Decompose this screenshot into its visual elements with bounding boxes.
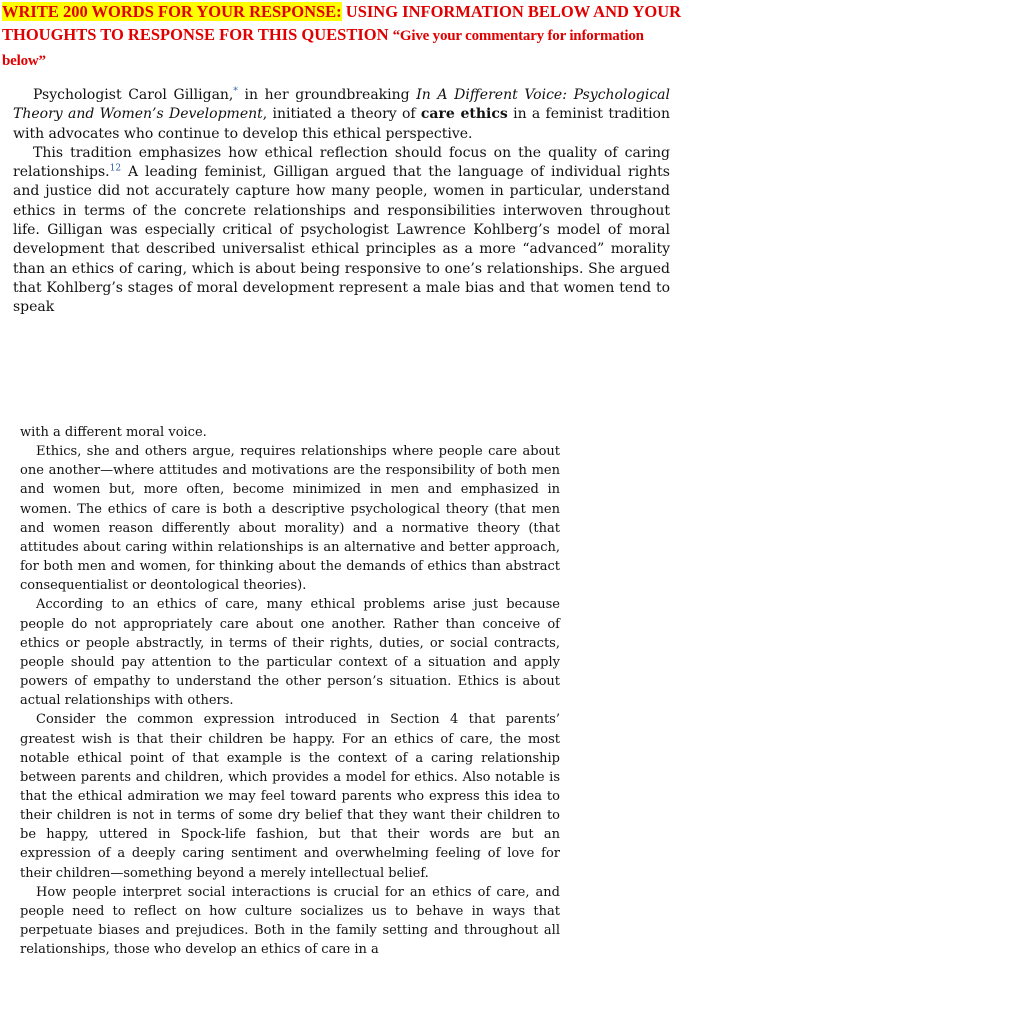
book-title: In A Different Voice: Psychological Theory and Women’s Development <box>13 87 670 123</box>
footnote-marker[interactable]: * <box>233 86 238 97</box>
text-span: in her groundbreaking <box>237 87 417 103</box>
excerpt1-paragraph-2 <box>13 144 670 318</box>
text-span: Psychologist Carol Gilligan, <box>33 87 234 103</box>
text-span: This tradition emphasizes how ethical reflection should focus on the quality of caring relationships. <box>13 144 670 181</box>
text-span: , initiated a theory of <box>262 106 421 123</box>
prompt-highlight: WRITE 200 WORDS FOR YOUR RESPONSE: <box>2 2 342 21</box>
assignment-prompt <box>2 0 714 73</box>
excerpt2-paragraph-2: According to an ethics of care, many ethical problems arise just because people do not appropriately care about one another. Rather than conceive of ethics or people abstractly, in terms of their rights, duties, or social contracts, people should pay attention to the particular context of a situation and apply powers of empathy to understand the other person’s situation. Ethics is about actual relationships with others. <box>20 597 560 709</box>
excerpt1-paragraph-1 <box>13 86 670 144</box>
prompt-line3: below” <box>2 53 46 69</box>
key-term: care ethics <box>420 106 508 123</box>
footnote-marker[interactable]: 12 <box>109 163 122 174</box>
excerpt2-paragraph-1: Ethics, she and others argue, requires relationships where people care about one another—where attitudes and motivations are the responsibility of both men and women but, more often, become minimized in men and emphasized in women. The ethics of care is both a descriptive psychological theory (that men and women reason differently about morality) and a normative theory (that attitudes about caring within relationships is an alternative and better approach, for both men and women, for thinking about the demands of ethics than abstract consequentialist or deontological theories). <box>20 444 560 594</box>
text-span: A leading feminist, Gilligan argued that the language of individual rights and justice did not accurately capture how many people, women in particular, understand ethics in terms of the concrete relationships and responsibilities interwoven throughout life. Gilligan was especially critical of psychologist Lawrence Kohlberg’s model of moral development that described universalist ethical principles as a more “advanced” morality than an ethics of caring, which is about being responsive to one’s relationships. She argued that Kohlberg’s stages of moral development represent a male bias and that women tend to speak <box>13 164 670 316</box>
excerpt2-paragraph-0: with a different moral voice. <box>20 425 207 440</box>
excerpt2-paragraph-3: Consider the common expression introduced in Section 4 that parents’ greatest wish is that their children be happy. For an ethics of care, the most notable ethical point of that example is the context of a caring relationship between parents and children, which provides a model for ethics. Also notable is that the ethical admiration we may feel toward parents who express this idea to their children is not in terms of some dry belief that they want their children to be happy, uttered in Spock-life fashion, but that their words are but an expression of a deeply caring sentiment and overwhelming feeling of love for their children—something beyond a merely intellectual belief. <box>20 712 560 881</box>
prompt-question-quote: “Give your commentary for information <box>392 28 644 44</box>
excerpt-block-2 <box>20 423 560 959</box>
text-span: in a feminist tradition with advocates who continue to develop this ethical perspective. <box>13 106 671 142</box>
excerpt2-paragraph-4: How people interpret social interactions is crucial for an ethics of care, and people need to reflect on how culture socializes us to behave in ways that perpetuate biases and prejudices. Both in the family setting and throughout all relationships, those who develop an ethics of care in a <box>20 884 560 958</box>
excerpt-block-1 <box>13 86 670 318</box>
prompt-line2-start: THOUGHTS TO RESPONSE FOR THIS QUESTION <box>2 25 393 44</box>
prompt-line1-rest: USING INFORMATION BELOW AND YOUR <box>341 2 682 21</box>
